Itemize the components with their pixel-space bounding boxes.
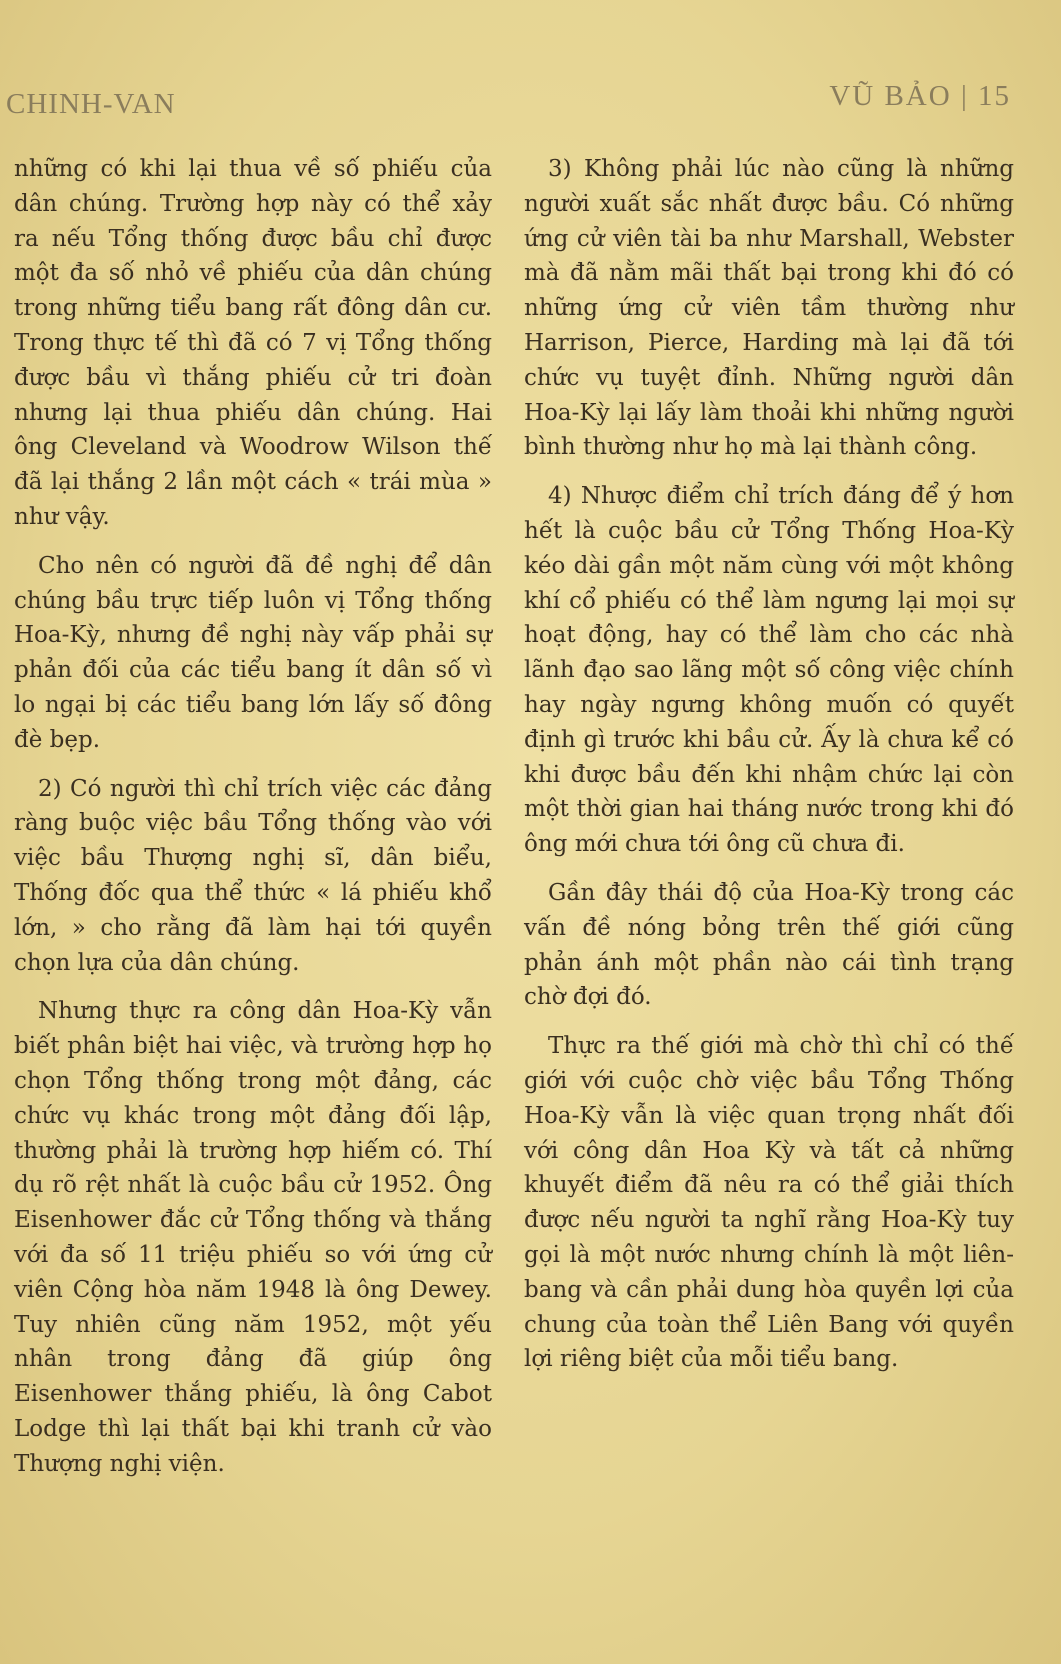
paragraph: Thực ra thế giới mà chờ thì chỉ có thế giới với cuộc chờ việc bầu Tổng Thống Hoa-Kỳ vẫn là việc quan trọng nhất đối với công dân Hoa Kỳ và tất cả những khuyết điểm đã nêu ra có thể giải thích được nếu người ta nghĩ rằng Hoa-Kỳ tuy gọi là một nước nhưng chính là một liên-bang và cần phải dung hòa quyền lợi của chung của toàn thể Liên Bang với quyền lợi riêng biệt của mỗi tiểu bang. [524, 1033, 1014, 1373]
running-header-left: CHINH-VAN [6, 88, 176, 120]
paragraph: 3) Không phải lúc nào cũng là những người xuất sắc nhất được bầu. Có những ứng cử viên tài ba như Marshall, Webster mà đã nằm mãi thất bại trong khi đó có những ứng cử viên tầm thường như Harrison, Pierce, Harding mà lại đã tới chức vụ tuyệt đỉnh. Những người dân Hoa-Kỳ lại lấy làm thoải khi những người bình thường như họ mà lại thành công. [524, 156, 1014, 461]
paragraph: 2) Có người thì chỉ trích việc các đảng ràng buộc việc bầu Tổng thống vào với việc bầu Thượng nghị sĩ, dân biểu, Thống đốc qua thể thức « lá phiếu khổ lớn, » cho rằng đã làm hại tới quyền chọn lựa của dân chúng. [14, 775, 492, 976]
paragraph: 4) Nhược điểm chỉ trích đáng để ý hơn hết là cuộc bầu cử Tổng Thống Hoa-Kỳ kéo dài gần một năm cùng với một không khí cổ phiếu có thể làm ngưng lại mọi sự hoạt động, hay có thể làm cho các nhà lãnh đạo sao lãng một số công việc chính hay ngày ngưng không muốn có quyết định gì trước khi bầu cử. Ấy là chưa kể có khi được bầu đến khi nhậm chức lại còn một thời gian hai tháng nước trong khi đó ông mới chưa tới ông cũ chưa đi. [524, 483, 1014, 858]
right-text-column [524, 152, 1014, 1391]
paragraph: Nhưng thực ra công dân Hoa-Kỳ vẫn biết phân biệt hai việc, và trường hợp họ chọn Tổng thống trong một đảng, các chức vụ khác trong một đảng đối lập, thường phải là trường hợp hiếm có. Thí dụ rõ rệt nhất là cuộc bầu cử 1952. Ông Eisenhower đắc cử Tổng thống và thắng với đa số 11 triệu phiếu so với ứng cử viên Cộng hòa năm 1948 là ông Dewey. Tuy nhiên cũng năm 1952, một yếu nhân trong đảng đã giúp ông Eisenhower thắng phiếu, là ông Cabot Lodge thì lại thất bại khi tranh cử vào Thượng nghị viện. [14, 998, 492, 1477]
paragraph: những có khi lại thua về số phiếu của dân chúng. Trường hợp này có thể xảy ra nếu Tổng thống được bầu chỉ được một đa số nhỏ về phiếu của dân chúng trong những tiểu bang rất đông dân cư. Trong thực tế thì đã có 7 vị Tổng thống được bầu vì thắng phiếu cử tri đoàn nhưng lại thua phiếu dân chúng. Hai ông Cleveland và Woodrow Wilson thế đã lại thắng 2 lần một cách « trái mùa » như vậy. [14, 156, 492, 530]
left-text-column [14, 152, 492, 1495]
paragraph: Cho nên có người đã đề nghị để dân chúng bầu trực tiếp luôn vị Tổng thống Hoa-Kỳ, nhưng đề nghị này vấp phải sự phản đối của các tiểu bang ít dân số vì lo ngại bị các tiểu bang lớn lấy số đông đè bẹp. [14, 552, 492, 753]
running-header-right: VŨ BẢO | 15 [829, 80, 1011, 112]
paragraph: Gần đây thái độ của Hoa-Kỳ trong các vấn đề nóng bỏng trên thế giới cũng phản ánh một phần nào cái tình trạng chờ đợi đó. [524, 879, 1014, 1011]
